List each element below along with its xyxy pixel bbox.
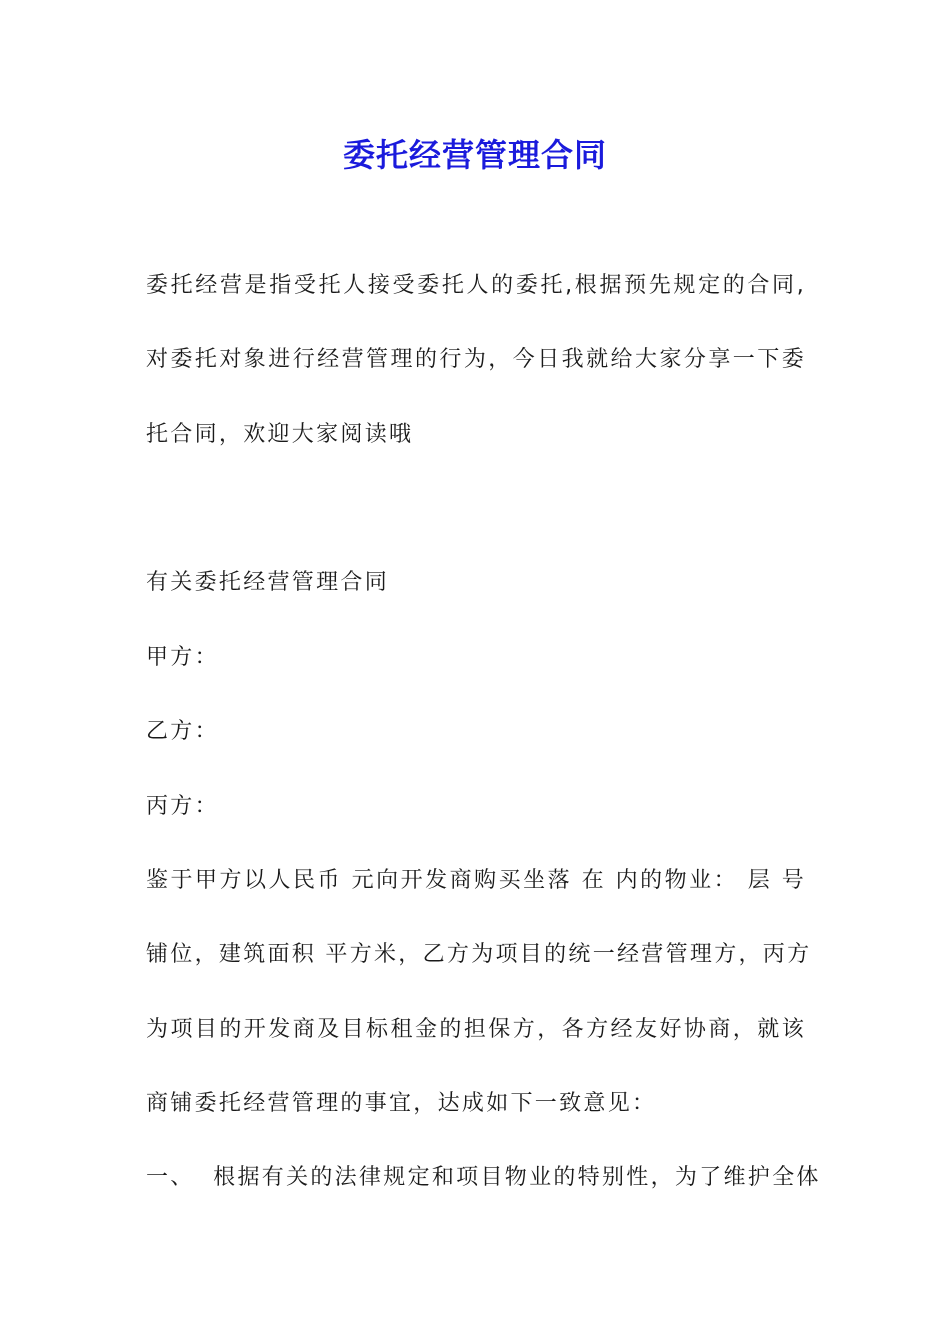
contract-subtitle: 有关委托经营管理合同: [146, 570, 390, 595]
intro-line-1: 委托经营是指受托人接受委托人的委托,根据预先规定的合同,: [146, 273, 806, 298]
party-b-label: 乙方：: [146, 719, 219, 744]
recital-line-1: 鉴于甲方以人民币 元向开发商购买坐落 在 内的物业： 层 号: [146, 868, 806, 893]
document-title: 委托经营管理合同: [342, 136, 607, 174]
recital-line-4: 商铺委托经营管理的事宜，达成如下一致意见：: [146, 1091, 657, 1116]
party-a-label: 甲方：: [146, 645, 219, 670]
clause-1-line-1: 一、 根据有关的法律规定和项目物业的特别性，为了维护全体: [146, 1165, 821, 1190]
recital-line-2: 铺位，建筑面积 平方米，乙方为项目的统一经营管理方，丙方: [146, 942, 812, 967]
intro-line-3: 托合同，欢迎大家阅读哦: [146, 422, 414, 447]
recital-line-3: 为项目的开发商及目标租金的担保方，各方经友好协商，就该: [146, 1017, 806, 1042]
intro-line-2: 对委托对象进行经营管理的行为，今日我就给大家分享一下委: [146, 347, 806, 372]
party-c-label: 丙方：: [146, 794, 219, 819]
